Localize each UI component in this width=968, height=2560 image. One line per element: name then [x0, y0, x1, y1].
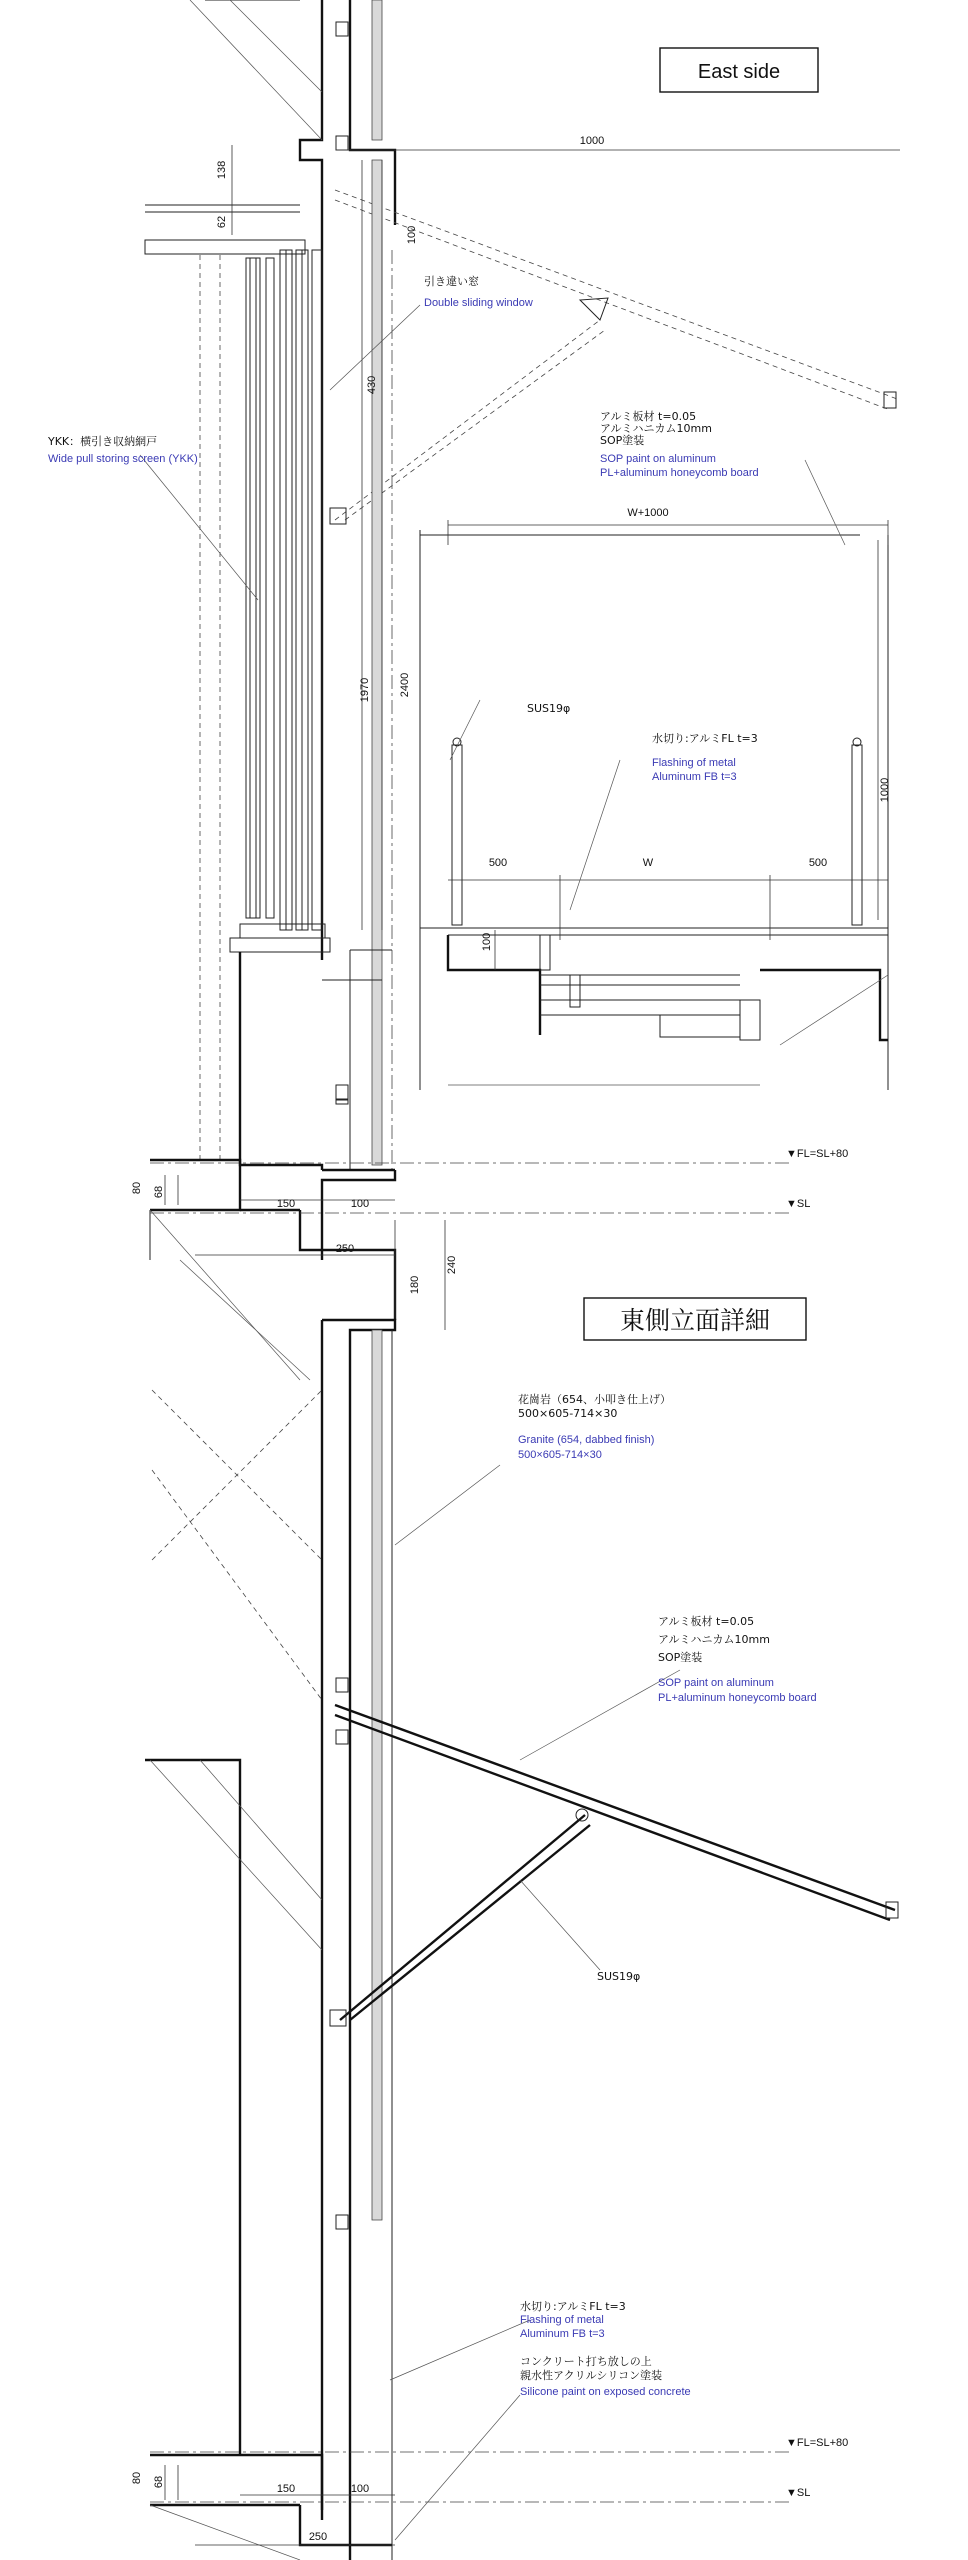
granite-en1: Granite (654, dabbed finish): [518, 1434, 655, 1446]
plan-inset: [420, 520, 888, 1090]
panel-top-en2: PL+aluminum honeycomb board: [600, 467, 759, 479]
granite-en2: 500×605-714×30: [518, 1449, 602, 1461]
dim-62: 62: [216, 215, 228, 229]
sus-bottom-label: SUS19φ: [597, 1970, 641, 1983]
window-label-jp: 引き違い窓: [424, 275, 479, 288]
concrete-jp2: 親水性アクリルシリコン塗装: [520, 2369, 663, 2382]
top-section: [145, 0, 900, 1380]
panel-bottom-jp1: アルミ板材 t=0.05: [658, 1615, 755, 1628]
panel-top-jp1: アルミ板材 t=0.05: [600, 410, 697, 423]
dim-500-left: 500: [488, 857, 508, 869]
screen-label-jp: YKK：横引き収納網戸: [48, 435, 158, 448]
panel-bottom-en2: PL+aluminum honeycomb board: [658, 1692, 817, 1704]
dim-250-top: 250: [335, 1243, 355, 1255]
flashing-bottom-jp: 水切り:アルミFL t=3: [520, 2300, 626, 2313]
sus-top-label: SUS19φ: [527, 702, 571, 715]
dim-100-plan: 100: [481, 932, 493, 952]
flashing-top-jp: 水切り:アルミFL t=3: [652, 732, 758, 745]
screen-label-en: Wide pull storing screen (YKK): [48, 453, 198, 465]
sl-level-top: ▼SL: [786, 1198, 811, 1210]
dim-80-top: 80: [131, 1181, 143, 1195]
panel-bottom-jp3: SOP塗装: [658, 1651, 703, 1664]
concrete-en: Silicone paint on exposed concrete: [520, 2386, 691, 2398]
dim-430: 430: [366, 375, 378, 395]
flashing-bottom-en1: Flashing of metal: [520, 2314, 604, 2326]
fl-level-bottom: ▼FL=SL+80: [786, 2437, 849, 2449]
dim-1000-right: 1000: [879, 777, 891, 803]
drawing-title: 東側立面詳細: [619, 1306, 771, 1335]
panel-bottom-en1: SOP paint on aluminum: [658, 1677, 774, 1689]
flashing-bottom-en2: Aluminum FB t=3: [520, 2328, 605, 2340]
dim-80-bottom: 80: [131, 2471, 143, 2485]
flashing-top-en2: Aluminum FB t=3: [652, 771, 737, 783]
dim-250-bottom: 250: [308, 2531, 328, 2543]
panel-top-jp3: SOP塗装: [600, 434, 645, 447]
dim-150-bottom: 150: [276, 2483, 296, 2495]
flashing-top-en1: Flashing of metal: [652, 757, 736, 769]
title-box: [584, 1298, 806, 1340]
side-label-box: [660, 48, 818, 92]
sl-level-bottom: ▼SL: [786, 2487, 811, 2499]
panel-bottom-jp2: アルミハニカム10mm: [658, 1633, 770, 1646]
concrete-jp1: コンクリート打ち放しの上: [520, 2355, 652, 2368]
dim-1970: 1970: [359, 677, 371, 703]
dim-68-bottom: 68: [153, 2475, 165, 2489]
dim-500-right: 500: [808, 857, 828, 869]
dim-w: W: [642, 857, 654, 869]
dim-2400: 2400: [399, 672, 411, 698]
dim-w-plus-1000: W+1000: [627, 507, 669, 519]
dim-100-top: 100: [406, 225, 418, 245]
dim-100-mid: 100: [350, 1198, 370, 1210]
fl-level-top: ▼FL=SL+80: [786, 1148, 849, 1160]
dim-150-top: 150: [276, 1198, 296, 1210]
dim-180: 180: [409, 1275, 421, 1295]
panel-top-en1: SOP paint on aluminum: [600, 453, 716, 465]
side-label: East side: [697, 61, 781, 83]
dim-100-bottom: 100: [350, 2483, 370, 2495]
window-label-en: Double sliding window: [424, 297, 533, 309]
dim-138: 138: [216, 160, 228, 180]
dim-240: 240: [446, 1255, 458, 1275]
granite-jp2: 500×605-714×30: [518, 1407, 618, 1420]
dim-68-top: 68: [153, 1185, 165, 1199]
panel-top-jp2: アルミハニカム10mm: [600, 422, 712, 435]
dim-1000-top: 1000: [579, 135, 605, 147]
granite-jp1: 花崗岩（654、小叩き仕上げ）: [518, 1393, 671, 1406]
